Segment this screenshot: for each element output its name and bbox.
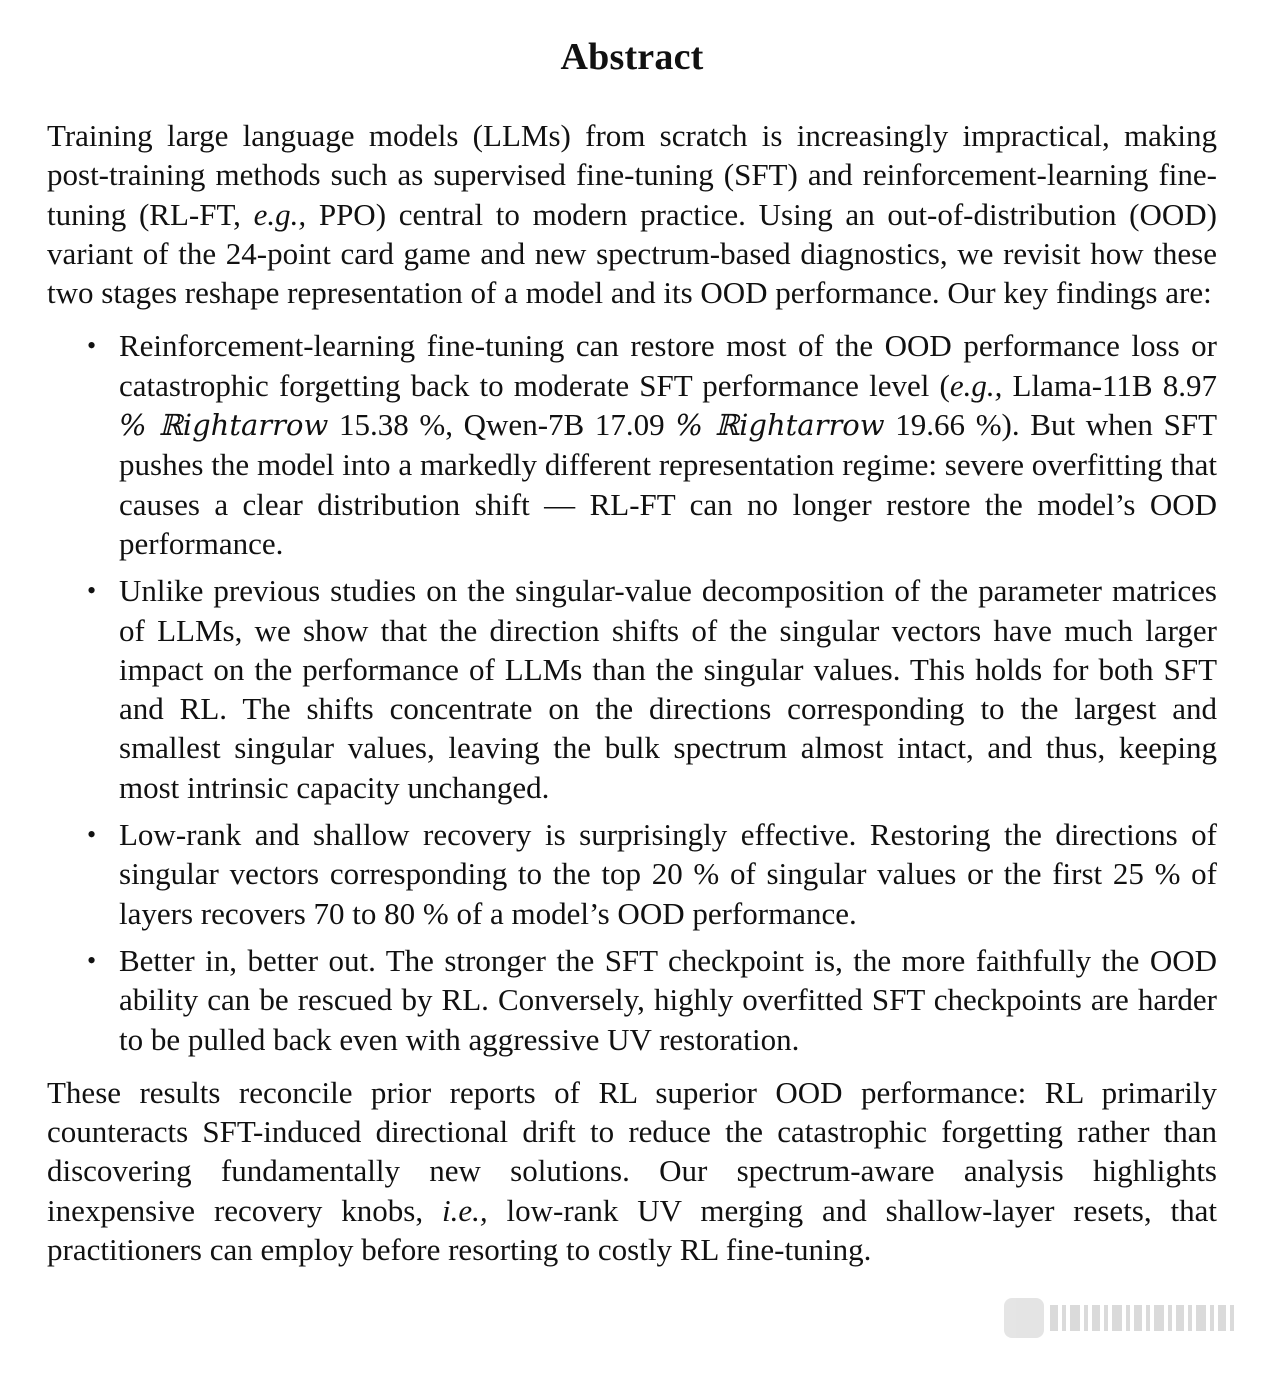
watermark-logo-icon <box>1004 1298 1044 1338</box>
finding-1-text-a: Reinforcement-learning fine-tuning can restore most of the OOD performance loss or catastrophic forgetting back to moderate SFT performance level ( <box>119 328 1217 403</box>
abstract-title: Abstract <box>560 36 704 78</box>
finding-4-text: Better in, better out. The stronger the SFT checkpoint is, the more faithfully the OOD ability can be rescued by RL. Conversely, highly overfitted SFT checkpoints are harder to be pulled back even with aggressive UV restoration. <box>119 942 1217 1057</box>
watermark <box>1004 1298 1250 1338</box>
intro-text-1: Training large language models (LLMs) from scratch is increasingly impractical, making post-training methods such as supervised fine-tuning (SFT) and reinforcement-learning fine-tuning (RL-FT, <box>47 118 1217 232</box>
finding-1-text-b: Llama-11B 8.97 <box>1002 367 1218 403</box>
finding-1-math-2: % ℝightarrow <box>675 408 885 443</box>
watermark-barcode-icon <box>1050 1301 1250 1335</box>
intro-eg: e.g., <box>253 196 307 232</box>
closing-paragraph <box>47 1073 1217 1269</box>
closing-text-1: These results reconcile prior reports of RL superior OOD performance: RL primarily counteracts SFT-induced directional drift to reduce the catastrophic forgetting rather than discovering fundamentally new solutions. Our spectrum-aware analysis highlights inexpensive recovery knobs, <box>47 1074 1217 1228</box>
finding-1-text-d: 19.66 %). But when SFT pushes the model into a markedly different representation regime: severe overfitting that causes a clear distribution shift — RL-FT can no longer restore the model’s OOD performance. <box>119 407 1218 561</box>
finding-item-3 <box>47 815 1217 933</box>
bullet-icon: • <box>87 945 97 975</box>
intro-paragraph <box>47 116 1217 312</box>
finding-3-text: Low-rank and shallow recovery is surprisingly effective. Restoring the directions of singular vectors corresponding to the top 20 % of singular values or the first 25 % of layers recovers 70 to 80 % of a model’s OOD performance. <box>119 817 1217 931</box>
bullet-icon: • <box>87 331 97 361</box>
finding-item-1 <box>47 326 1217 563</box>
intro-text-2: PPO) central to modern practice. Using an out-of-distribution (OOD) variant of the 24-point card game and new spectrum-based diagnostics, we revisit how these two stages reshape representation of a model and its OOD performance. Our key findings are: <box>47 196 1217 311</box>
finding-item-4 <box>47 941 1217 1059</box>
abstract-page <box>47 38 1217 1269</box>
closing-ie: i.e., <box>441 1192 488 1228</box>
finding-item-2 <box>47 571 1217 807</box>
finding-1-text-c: 15.38 %, Qwen-7B 17.09 <box>328 407 676 443</box>
finding-1-eg: e.g., <box>949 367 1003 403</box>
closing-text-2: low-rank UV merging and shallow-layer resets, that practitioners can employ before resorting to costly RL fine-tuning. <box>47 1192 1217 1268</box>
finding-2-text: Unlike previous studies on the singular-value decomposition of the parameter matrices of LLMs, we show that the direction shifts of the singular vectors have much larger impact on the performance of LLMs than the singular values. This holds for both SFT and RL. The shifts concentrate on the directions corresponding to the largest and smallest singular values, leaving the bulk spectrum almost intact, and thus, keeping most intrinsic capacity unchanged. <box>119 573 1217 805</box>
finding-1-math-1: % ℝightarrow <box>119 408 329 443</box>
bullet-icon: • <box>87 820 97 850</box>
bullet-icon: • <box>87 576 97 606</box>
key-findings-list <box>47 326 1217 1058</box>
